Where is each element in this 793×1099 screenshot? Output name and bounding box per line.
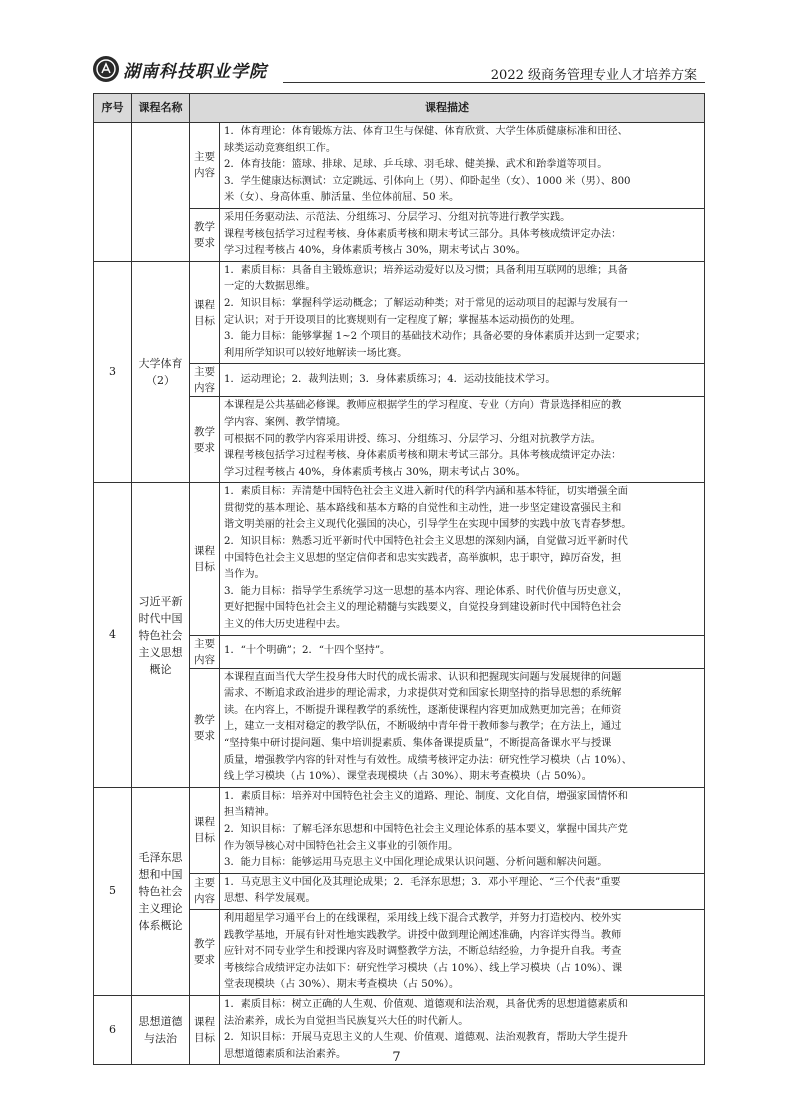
course-name: 毛泽东思 想和中国 特色社会 主义理论 体系概论 (138, 850, 183, 932)
section-description (220, 483, 705, 635)
description-line: 1．素质目标：树立正确的人生观、价值观、道德观和法治观，具备优秀的思想道德素质和 (224, 998, 628, 1010)
course-name-cell (132, 261, 190, 483)
description-line: 1．“十个明确”；2．“十四个坚持”。 (224, 645, 391, 657)
document-title: 2022 级商务管理专业人才培养方案 (490, 68, 697, 83)
description-line: 采用任务驱动法、示范法、分组练习、分层学习、分组对抗等进行教学实践。 (224, 211, 571, 223)
description-line: 上，建立一支相对稳定的教学队伍，不断吸纳中青年骨干教师参与教学；在方法上，通过 (224, 721, 622, 733)
section-label: 主要 内容 (190, 364, 220, 397)
description-line: 应针对不同专业学生和授课内容及时调整教学方法，不断总结经验，力争提升自我。考查 (224, 946, 622, 958)
description-line: 定认识；对于开设项目的比赛规则有一定程度了解；掌握基本运动损伤的处理。 (224, 314, 581, 326)
course-number-cell: 6 (94, 995, 132, 1064)
description-line: 本课程直面当代大学生投身伟大时代的成长需求、认识和把握现实问题与发展规律的问题 (224, 671, 622, 683)
description-line: 3．能力目标：指导学生系统学习这一思想的基本内容、理论体系、时代价值与历史意义， (224, 585, 628, 597)
description-line: 利用超星学习通平台上的在线课程，采用线上线下混合式教学，并努力打造校内、校外实 (224, 912, 622, 924)
table-header-row (94, 94, 705, 123)
course-number-cell: 3 (94, 261, 132, 483)
section-description (220, 787, 705, 873)
description-line: 学习过程考核占 40%，身体素质考核占 30%，期末考试占 30%。 (224, 245, 526, 257)
description-line: 2．知识目标：熟悉习近平新时代中国特色社会主义思想的深刻内涵，自觉做习近平新时代 (224, 536, 628, 548)
description-line: 2．知识目标：开展马克思主义的人生观、价值观、道德观、法治观教育，帮助大学生提升 (224, 1032, 628, 1044)
school-emblem-icon (93, 56, 119, 82)
course-name: 思想道德 与法治 (138, 1015, 183, 1046)
section-description (220, 123, 705, 209)
description-line: 1．体育理论：体育锻炼方法、体育卫生与保健、体育欣赏、大学生体质健康标准和田径、 (224, 126, 628, 137)
description-line: 2．知识目标：了解毛泽东思想和中国特色社会主义理论体系的基本要义，掌握中国共产党 (224, 823, 628, 835)
description-line: 米（女）、身高体重、肺活量、坐位体前屈、50 米。 (224, 192, 460, 204)
description-line: 1．素质目标：弄清楚中国特色社会主义进入新时代的科学内涵和基本特征，切实增强全面 (224, 486, 628, 498)
description-line: 学习过程考核占 40%，身体素质考核占 30%，期末考试占 30%。 (224, 466, 526, 478)
section-label: 教学 要求 (190, 909, 220, 995)
description-line: 担当精神。 (224, 807, 275, 819)
description-line: 课程考核包括学习过程考核、身体素质考核和期末考试三部分。具体考核成绩评定办法： (224, 228, 622, 240)
header-divider (283, 82, 705, 83)
description-line: 球类运动竞赛组织工作。 (224, 142, 337, 154)
section-label: 课程 目标 (190, 483, 220, 635)
description-line: 作为领导核心对中国特色社会主义事业的引领作用。 (224, 840, 459, 852)
col-header-description: 课程描述 (190, 94, 705, 123)
course-number-cell: 4 (94, 483, 132, 788)
description-line: 3．能力目标：能够掌握 1~2 个项目的基础技术动作；具备必要的身体素质并达到一定要求； (224, 331, 646, 343)
description-line: 一定的大数据思维。 (224, 281, 316, 293)
section-description (220, 909, 705, 995)
school-logo (93, 56, 267, 82)
course-number-cell (94, 123, 132, 262)
description-line: 中国特色社会主义思想的坚定信仰者和忠实实践者，高举旗帜，忠于职守，踔厉奋发，担 (224, 552, 622, 564)
description-line: 思想、科学发展观。 (224, 893, 316, 905)
section-description (220, 635, 705, 668)
description-line: 1．马克思主义中国化及其理论成果；2．毛泽东思想；3．邓小平理论、“三个代表”重要 (224, 876, 621, 888)
description-line: 考核综合成绩评定办法如下：研究性学习模块（占 10%）、线上学习模块（占 10%）、课 (224, 962, 623, 974)
description-line: 堂表现模块（占 30%）、期末考查模块（占 50%）。 (224, 979, 460, 991)
description-line: 1．运动理论；2．裁判法则；3．身体素质练习；4．运动技能技术学习。 (224, 374, 556, 386)
col-header-course-name: 课程名称 (132, 94, 190, 123)
table-row (94, 123, 705, 209)
table-row (94, 261, 705, 364)
description-line: 主义的伟大历史进程中去。 (224, 619, 347, 631)
page-number: 7 (392, 1050, 401, 1065)
course-number-cell: 5 (94, 787, 132, 995)
course-name-cell (132, 123, 190, 262)
course-table (93, 93, 705, 1065)
section-label: 课程 目标 (190, 787, 220, 873)
table-row (94, 787, 705, 873)
section-label: 课程 目标 (190, 261, 220, 364)
description-line: 更好把握中国特色社会主义的理论精髓与实践要义，自觉投身到建设新时代中国特色社会 (224, 602, 622, 614)
description-line: 质量，增强教学内容的针对性与有效性。成绩考核评定办法：研究性学习模块（占 10%）、 (224, 754, 632, 766)
section-description (220, 873, 705, 909)
page-header (93, 56, 705, 86)
section-label: 教学 要求 (190, 397, 220, 483)
section-description (220, 397, 705, 483)
course-name-cell (132, 787, 190, 995)
section-description (220, 208, 705, 261)
description-line: 2．知识目标：掌握科学运动概念；了解运动种类；对于常见的运动项目的起源与发展有一 (224, 297, 628, 309)
description-line: 3．学生健康达标测试：立定跳远、引体向上（男）、仰卧起坐（女）、1000 米（男）、800 (224, 175, 631, 187)
section-description (220, 668, 705, 787)
course-name-cell (132, 483, 190, 788)
description-line: 谐文明美丽的社会主义现代化强国的决心，引导学生在实现中国梦的实践中放飞青春梦想。 (224, 519, 632, 531)
description-line: 2．体育技能：篮球、排球、足球、乒乓球、羽毛球、健美操、武术和跆拳道等项目。 (224, 159, 608, 171)
description-line: 课程考核包括学习过程考核、身体素质考核和期末考试三部分。具体考核成绩评定办法： (224, 450, 622, 462)
description-line: “坚持集中研讨提问题、集中培训提素质、集体备课提质量”，不断提高备课水平与授课 (224, 738, 612, 749)
description-line: 思想道德素质和法治素养。 (224, 1048, 347, 1060)
table-body (94, 123, 705, 1065)
section-label: 课程 目标 (190, 995, 220, 1064)
description-line: 践教学基地，开展有针对性地实践教学。讲授中做到理论阐述准确，内容详实得当。教师 (224, 929, 622, 941)
section-label: 教学 要求 (190, 208, 220, 261)
description-line: 可根据不同的教学内容采用讲授、练习、分组练习、分层学习、分组对抗教学方法。 (224, 433, 601, 445)
course-name: 大学体育 （2） (138, 357, 183, 388)
col-header-number: 序号 (94, 94, 132, 123)
description-line: 1．素质目标：培养对中国特色社会主义的道路、理论、制度、文化自信，增强家国情怀和 (224, 790, 628, 802)
section-description (220, 261, 705, 364)
course-name: 习近平新 时代中国 特色社会 主义思想 概论 (138, 594, 183, 676)
description-line: 学内容、案例、教学情境。 (224, 416, 347, 428)
description-line: 1．素质目标：具备自主锻炼意识；培养运动爱好以及习惯；具备利用互联网的思维；具备 (224, 264, 628, 276)
table-row (94, 483, 705, 635)
school-name: 湖南科技职业学院 (123, 61, 267, 82)
section-label: 主要 内容 (190, 123, 220, 209)
section-label: 教学 要求 (190, 668, 220, 787)
description-line: 贯彻党的基本理论、基本路线和基本方略的自觉性和主动性，进一步坚定建设富强民主和 (224, 502, 622, 514)
description-line: 读。在内容上，不断提升课程教学的系统性，逐渐使课程内容更加成熟更加完善；在师资 (224, 704, 622, 716)
description-line: 3．能力目标：能够运用马克思主义中国化理论成果认识问题、分析问题和解决问题。 (224, 857, 608, 869)
section-label: 主要 内容 (190, 635, 220, 668)
section-description (220, 364, 705, 397)
description-line: 当作为。 (224, 569, 265, 581)
section-label: 主要 内容 (190, 873, 220, 909)
description-line: 线上学习模块（占 10%）、课堂表现模块（占 30%）、期末考查模块（占 50%）。 (224, 771, 592, 783)
description-line: 法治素养，成长为自觉担当民族复兴大任的时代新人。 (224, 1015, 469, 1027)
description-line: 需求、不断追求政治进步的理论需求，力求提供对党和国家长期坚持的指导思想的系统解 (224, 688, 622, 700)
description-line: 利用所学知识可以较好地解读一场比赛。 (224, 347, 408, 359)
description-line: 本课程是公共基础必修课。教师应根据学生的学习程度、专业（方向）背景选择相应的教 (224, 400, 622, 412)
